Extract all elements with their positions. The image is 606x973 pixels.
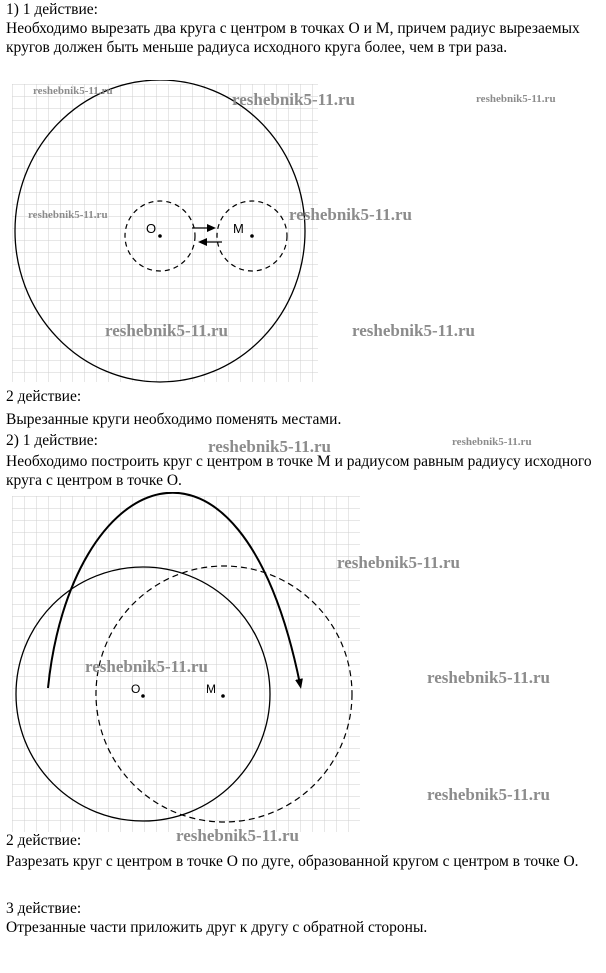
part1-step2-heading: 2 действие:: [6, 388, 82, 405]
watermark: reshebnik5-11.ru: [452, 436, 532, 448]
watermark: reshebnik5-11.ru: [289, 205, 412, 224]
watermark: reshebnik5-11.ru: [232, 90, 355, 109]
watermark: reshebnik5-11.ru: [476, 93, 556, 105]
watermark: reshebnik5-11.ru: [85, 657, 208, 676]
label-m: M: [206, 682, 216, 696]
part2-step2-heading: 2 действие:: [6, 832, 82, 849]
part1-description: Необходимо вырезать два круга с центром в точках O и M, причем радиус вырезаемых кругов должен быть меньше радиуса исходного круга более, чем в три раза.: [6, 20, 580, 56]
watermark: reshebnik5-11.ru: [352, 321, 475, 340]
watermark: reshebnik5-11.ru: [33, 85, 113, 97]
part2-heading: 2) 1 действие:: [6, 432, 98, 449]
watermark: reshebnik5-11.ru: [28, 209, 108, 221]
watermark: reshebnik5-11.ru: [427, 668, 550, 687]
watermark: reshebnik5-11.ru: [208, 437, 331, 456]
part2-description: Необходимо построить круг с центром в точке M и радиусом равным радиусу исходного круга с центром в точке O.: [6, 453, 592, 489]
label-o: O: [131, 682, 141, 696]
part1-step2-text: Вырезанные круги необходимо поменять местами.: [6, 411, 342, 428]
point-m: [250, 234, 254, 238]
label-o: O: [146, 221, 157, 236]
point-m: [221, 694, 225, 698]
label-m: M: [233, 221, 244, 236]
figure-1-diagram: [0, 80, 606, 385]
watermark: reshebnik5-11.ru: [105, 321, 228, 340]
watermark: reshebnik5-11.ru: [427, 785, 550, 804]
part1-heading: 1) 1 действие:: [6, 1, 98, 18]
point-o: [158, 234, 162, 238]
part2-step3-heading: 3 действие:: [6, 900, 82, 917]
watermark: reshebnik5-11.ru: [176, 826, 299, 845]
part2-step3-text: Отрезанные части приложить друг к другу с обратной стороны.: [6, 919, 428, 936]
watermark: reshebnik5-11.ru: [337, 553, 460, 572]
part2-step2-text: Разрезать круг с центром в точке O по дуге, образованной кругом с центром в точке O.: [6, 853, 579, 870]
point-o: [141, 694, 145, 698]
